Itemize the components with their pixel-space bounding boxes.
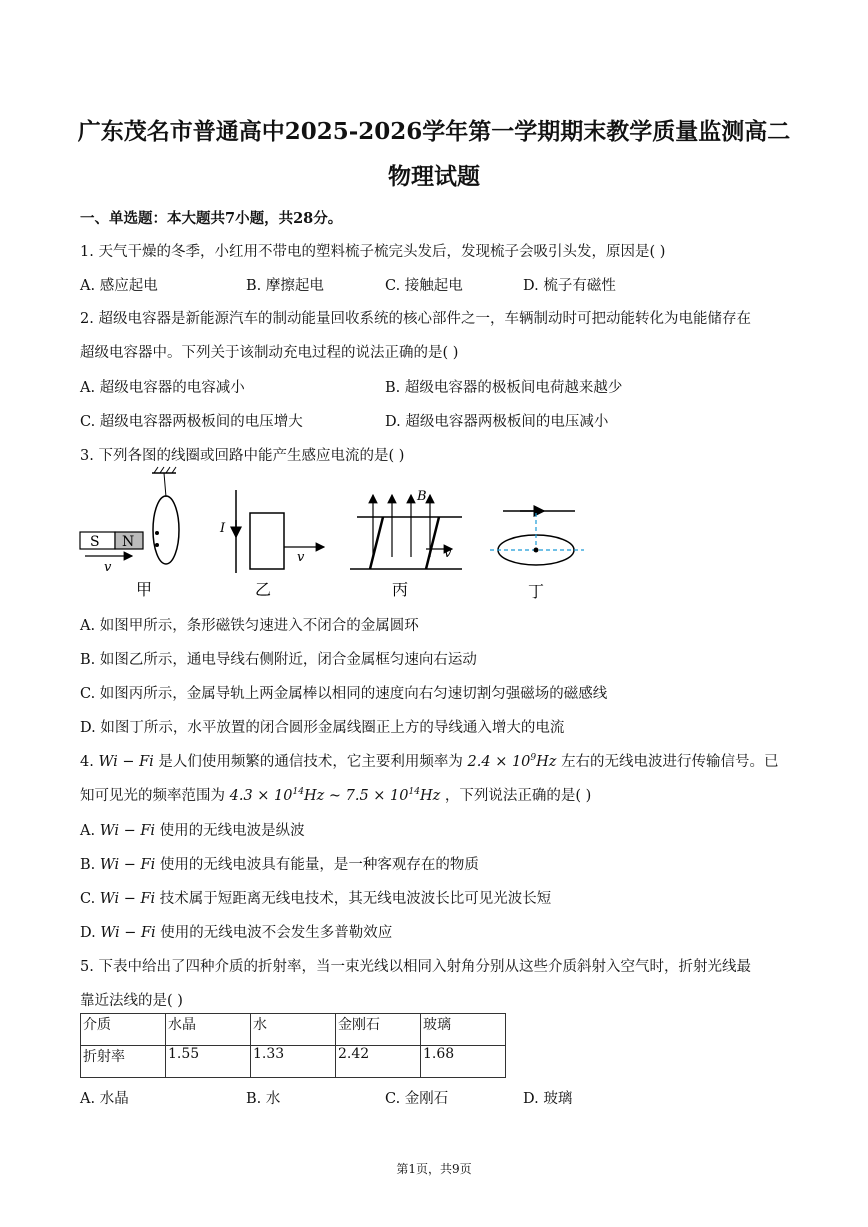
figure-ding	[490, 511, 584, 601]
q5-option-a: A. 水晶	[80, 1091, 129, 1107]
table-cell: 介质	[81, 1014, 166, 1046]
q2-option-c: C. 超级电容器两极板间的电压增大	[80, 414, 303, 430]
q4-text-2b: ，下列说法正确的是( )	[444, 788, 592, 804]
q3-option-d: D. 如图丁所示，水平放置的闭合圆形金属线圈正上方的导线通入增大的电流	[80, 720, 565, 736]
figure-label-bing: 丙	[392, 580, 409, 599]
q2-option-b: B. 超级电容器的极板间电荷越来越少	[385, 380, 623, 396]
magnet-s-label: S	[90, 534, 100, 550]
q2-option-d: D. 超级电容器两极板间的电压减小	[385, 414, 609, 430]
magnet-n-label: N	[122, 534, 135, 550]
table-cell: 金刚石	[336, 1014, 421, 1046]
q1-option-d: D. 梳子有磁性	[523, 278, 616, 294]
refraction-table	[80, 1013, 506, 1078]
velocity-label-bing: v	[444, 546, 452, 561]
section-heading: 一、单选题：本大题共7小题，共28分。	[80, 210, 343, 227]
question-2-stem-line2: 超级电容器中。下列关于该制动充电过程的说法正确的是( )	[80, 345, 459, 361]
q4-number: 4.	[80, 754, 94, 770]
field-label-bing: B	[417, 489, 427, 504]
q1-option-a: A. 感应起电	[80, 278, 158, 294]
q4-option-b: B. Wi − Fi 使用的无线电波具有能量，是一种客观存在的物质	[80, 857, 479, 873]
current-label-yi: I	[220, 521, 226, 536]
figure-label-ding: 丁	[528, 582, 545, 601]
table-cell: 玻璃	[421, 1014, 506, 1046]
q4-visible-range: $4.3 \times 10^{14}Hz$ ~ $7.5 \times 10^{14}Hz$	[229, 787, 441, 804]
question-4-stem-line2	[80, 784, 591, 805]
table-cell: 2.42	[336, 1046, 421, 1078]
q4-frequency: $2.4 \times 10^9Hz$	[467, 753, 557, 770]
q3-option-b: B. 如图乙所示，通电导线右侧附近，闭合金属框匀速向右运动	[80, 652, 477, 668]
q4-option-a: A. Wi − Fi 使用的无线电波是纵波	[80, 823, 305, 839]
question-2-stem-line1: 2. 超级电容器是新能源汽车的制动能量回收系统的核心部件之一，车辆制动时可把动能转化为电能储存在	[80, 311, 751, 327]
table-row	[81, 1014, 506, 1046]
q5-option-c: C. 金刚石	[385, 1091, 449, 1107]
question-3-figures	[70, 465, 610, 615]
question-4-stem-line1	[80, 750, 779, 771]
velocity-label-yi: v	[297, 550, 305, 565]
figure-label-yi: 乙	[255, 580, 272, 599]
q1-option-c: C. 接触起电	[385, 278, 463, 294]
q4-wifi-term: Wi − Fi	[98, 754, 154, 770]
question-1-stem: 1. 天气干燥的冬季，小红用不带电的塑料梳子梳完头发后，发现梳子会吸引头发，原因是( )	[80, 244, 666, 260]
figure-bing	[350, 489, 462, 599]
figure-yi	[219, 490, 324, 599]
table-cell: 水	[251, 1014, 336, 1046]
table-row	[81, 1046, 506, 1078]
q2-option-a: A. 超级电容器的电容减小	[80, 380, 245, 396]
question-5-stem-line2: 靠近法线的是( )	[80, 993, 183, 1009]
table-cell: 1.33	[251, 1046, 336, 1078]
velocity-label-jia: v	[104, 560, 112, 575]
q4-text-1a: 是人们使用频繁的通信技术，它主要利用频率为	[158, 754, 463, 770]
exam-title: 广东茂名市普通高中2025-2026学年第一学期期末教学质量监测高二	[77, 118, 791, 145]
table-cell: 折射率	[81, 1046, 166, 1078]
question-3-stem: 3. 下列各图的线圈或回路中能产生感应电流的是( )	[80, 448, 405, 464]
q3-option-c: C. 如图丙所示，金属导轨上两金属棒以相同的速度向右匀速切割匀强磁场的磁感线	[80, 686, 608, 702]
q5-option-b: B. 水	[246, 1091, 281, 1107]
table-cell: 1.68	[421, 1046, 506, 1078]
question-5-stem-line1: 5. 下表中给出了四种介质的折射率，当一束光线以相同入射角分别从这些介质斜射入空气时，折射光线最	[80, 959, 751, 975]
q4-option-d: D. Wi − Fi 使用的无线电波不会发生多普勒效应	[80, 925, 393, 941]
figure-label-jia: 甲	[136, 580, 153, 599]
page-footer: 第1页，共9页	[396, 1162, 472, 1176]
table-cell: 水晶	[166, 1014, 251, 1046]
figure-jia	[80, 467, 179, 599]
q1-option-b: B. 摩擦起电	[246, 278, 324, 294]
exam-subtitle: 物理试题	[388, 163, 480, 190]
q4-text-1b: 左右的无线电波进行传输信号。已	[561, 754, 779, 770]
q5-option-d: D. 玻璃	[523, 1091, 573, 1107]
q3-option-a: A. 如图甲所示，条形磁铁匀速进入不闭合的金属圆环	[80, 618, 419, 634]
q4-text-2a: 知可见光的频率范围为	[80, 788, 225, 804]
q4-option-c: C. Wi − Fi 技术属于短距离无线电技术，其无线电波波长比可见光波长短	[80, 891, 552, 907]
table-cell: 1.55	[166, 1046, 251, 1078]
